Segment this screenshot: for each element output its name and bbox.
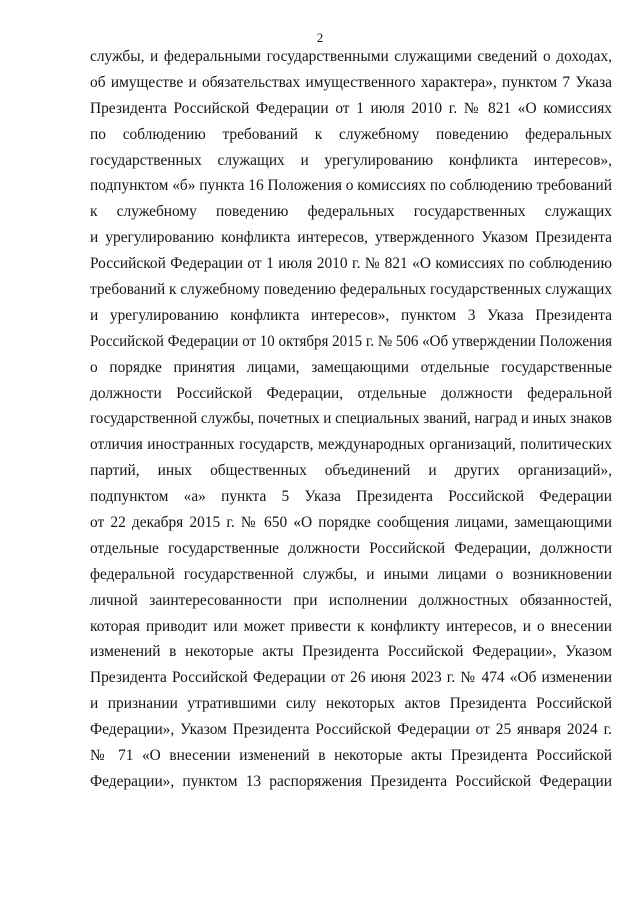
text-line: требований к служебному поведению федеральных государственных служащих bbox=[90, 281, 612, 299]
text-line: федеральной государственной службы, и иными лицами о возникновении bbox=[90, 565, 612, 583]
text-line: службы, и федеральными государственными служащими сведений о доходах, bbox=[90, 48, 612, 65]
text-line: отличия иностранных государств, международных организаций, политических bbox=[90, 436, 612, 454]
text-line: о порядке принятия лицами, замещающими отдельные государственные bbox=[90, 358, 612, 376]
text-line: по соблюдению требований к служебному поведению федеральных bbox=[90, 125, 612, 143]
text-line: и урегулированию конфликта интересов, утвержденного Указом Президента bbox=[90, 229, 612, 247]
text-line: подпунктом «а» пункта 5 Указа Президента Российской Федерации bbox=[90, 488, 612, 506]
text-line: Российской Федерации от 10 октября 2015 г. № 506 «Об утверждении Положения bbox=[90, 332, 612, 350]
text-line: Федерации», пунктом 13 распоряжения Президента Российской Федерации bbox=[90, 772, 612, 790]
text-line: к служебному поведению федеральных государственных служащих bbox=[90, 203, 612, 221]
text-line: отдельные государственные должности Российской Федерации, должности bbox=[90, 539, 612, 557]
text-line: об имуществе и обязательствах имущественного характера», пунктом 7 Указа bbox=[90, 73, 612, 91]
text-line: государственных служащих и урегулированию конфликта интересов», bbox=[90, 151, 612, 169]
text-line: Федерации», Указом Президента Российской Федерации от 25 января 2024 г. bbox=[90, 721, 612, 739]
text-line: государственной службы, почетных и специальных званий, наград и иных знаков bbox=[90, 410, 612, 428]
text-line: изменений в некоторые акты Президента Российской Федерации», Указом bbox=[90, 643, 612, 661]
text-line: и урегулированию конфликта интересов», пунктом 3 Указа Президента bbox=[90, 306, 612, 324]
page-number: 2 bbox=[316, 30, 324, 45]
text-line: Российской Федерации от 1 июля 2010 г. № 821 «О комиссиях по соблюдению bbox=[90, 255, 612, 273]
text-line: Президента Российской Федерации от 26 июня 2023 г. № 474 «Об изменении bbox=[90, 669, 612, 687]
text-line: должности Российской Федерации, отдельные должности федеральной bbox=[90, 384, 612, 402]
text-line: личной заинтересованности при исполнении должностных обязанностей, bbox=[90, 591, 612, 609]
text-line: от 22 декабря 2015 г. № 650 «О порядке сообщения лицами, замещающими bbox=[90, 514, 612, 532]
text-line: партий, иных общественных объединений и других организаций», bbox=[90, 462, 612, 480]
text-line: № 71 «О внесении изменений в некоторые акты Президента Российской bbox=[90, 747, 612, 765]
text-line: подпунктом «б» пункта 16 Положения о комиссиях по соблюдению требований bbox=[90, 177, 612, 195]
text-line: которая приводит или может привести к конфликту интересов, и о внесении bbox=[90, 617, 612, 635]
text-line: и признании утратившими силу некоторых актов Президента Российской bbox=[90, 695, 612, 713]
text-line: Президента Российской Федерации от 1 июля 2010 г. № 821 «О комиссиях bbox=[90, 99, 612, 117]
document-body-text bbox=[90, 44, 612, 795]
